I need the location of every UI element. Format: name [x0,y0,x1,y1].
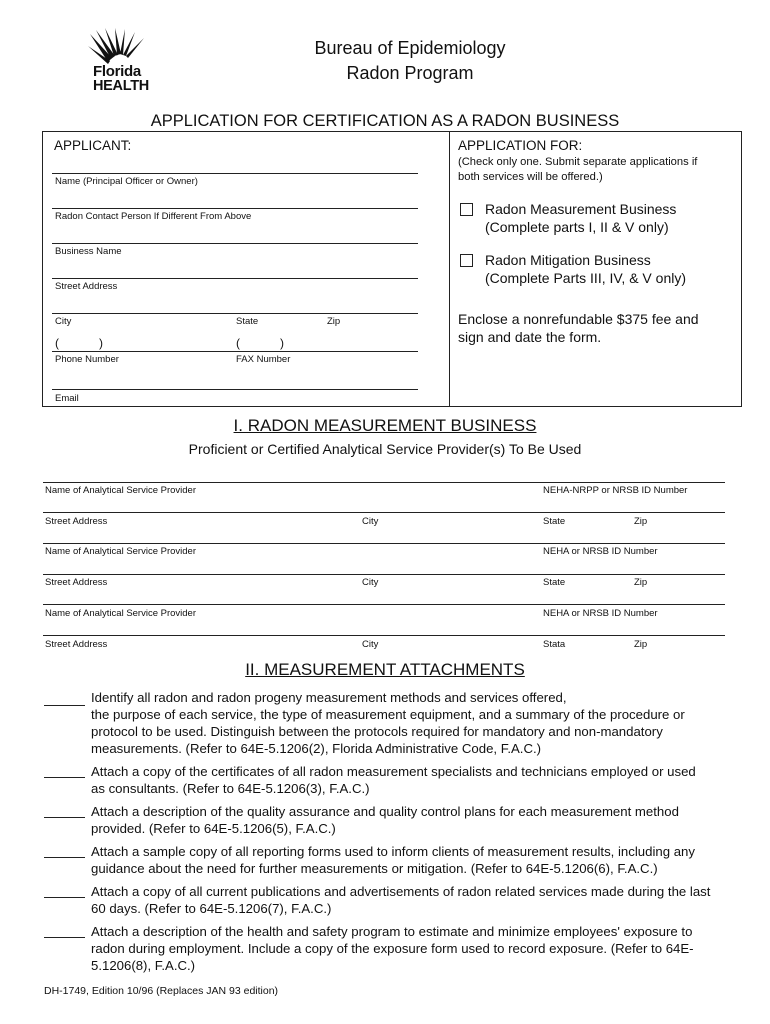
measurement-business-parts: (Complete parts I, II & V only) [485,219,669,235]
florida-health-logo [88,28,152,94]
measurement-business-label: Radon Measurement Business [485,201,677,217]
mitigation-business-parts: (Complete Parts III, IV, & V only) [485,270,687,286]
application-for-note-1: (Check only one. Submit separate applications if [458,156,698,168]
provider3-name-label: Name of Analytical Service Provider [45,608,197,619]
provider2-name-field[interactable] [43,543,725,544]
program-title: Radon Program [346,63,474,83]
mitigation-business-checkbox[interactable] [460,254,473,267]
logo-word-florida: Florida [93,63,141,80]
section1-subtitle: Proficient or Certified Analytical Service Provider(s) To Be Used [188,441,582,457]
state-label: State [236,316,259,327]
provider2-id-label: NEHA or NRSB ID Number [543,546,658,557]
provider2-street-label: Street Address [45,577,108,588]
page-title: APPLICATION FOR CERTIFICATION AS A RADON BUSINESS [150,112,620,130]
attachment2-check-blank[interactable] [44,777,85,778]
fax-label: FAX Number [236,354,291,365]
email-field[interactable] [52,389,418,390]
city-label: City [55,316,72,327]
zip-label: Zip [327,316,341,327]
provider1-id-label: NEHA-NRPP or NRSB ID Number [543,485,688,496]
provider1-name-field[interactable] [43,482,725,483]
business-label: Business Name [55,246,122,257]
provider3-city-label: City [362,639,379,650]
attachment6-line1: Attach a description of the health and safety program to estimate and minimize employees' exposure to [91,924,693,939]
attachment6-line3: 5.1206(8), F.A.C.) [91,958,196,973]
provider1-address-field[interactable] [43,512,725,513]
attachment4-line1: Attach a sample copy of all reporting forms used to inform clients of measurement results, including any [91,844,695,859]
applicant-heading: APPLICANT: [54,138,132,153]
provider2-state-label: State [543,577,566,588]
provider2-zip-label: Zip [634,577,648,588]
attachment6-line2: radon during employment. Include a copy of the exposure form used to record exposure. (Refer to 64E- [91,941,694,956]
attachment3-line1: Attach a description of the quality assurance and quality control plans for each measurement method [91,804,679,819]
city-state-zip-field[interactable] [52,313,418,314]
form-number-footer: DH-1749, Edition 10/96 (Replaces JAN 93 edition) [44,985,279,997]
attachment2-line2: as consultants. (Refer to 64E-5.1206(3), F.A.C.) [91,781,370,796]
attachment2-line1: Attach a copy of the certificates of all radon measurement specialists and technicians employed or used [91,764,696,779]
logo-word-health: HEALTH [93,78,149,94]
attachment1-check-blank[interactable] [44,705,85,706]
provider3-street-label: Street Address [45,639,108,650]
provider1-state-label: State [543,516,566,527]
phone-label: Phone Number [55,354,119,365]
attachment5-line1: Attach a copy of all current publications and advertisements of radon related services made during the last [91,884,711,899]
provider1-street-label: Street Address [45,516,108,527]
business-field[interactable] [52,243,418,244]
phone-paren: ( ) [55,336,103,350]
provider3-zip-label: Zip [634,639,648,650]
provider2-name-label: Name of Analytical Service Provider [45,546,197,557]
name-label: Name (Principal Officer or Owner) [55,176,198,187]
section2-title: II. MEASUREMENT ATTACHMENTS [245,660,525,679]
provider3-name-field[interactable] [43,604,725,605]
attachment1-line4: measurements. (Refer to 64E-5.1206(2), Florida Administrative Code, F.A.C.) [91,741,542,756]
sunburst-icon [88,28,148,64]
provider2-address-field[interactable] [43,574,725,575]
section1-title: I. RADON MEASUREMENT BUSINESS [233,416,537,435]
provider1-city-label: City [362,516,379,527]
application-for-note-2: both services will be offered.) [458,171,603,183]
applicant-divider [449,131,450,407]
attachment1-line1: Identify all radon and radon progeny measurement methods and services offered, [91,690,567,705]
application-for-heading: APPLICATION FOR: [458,138,583,153]
provider3-id-label: NEHA or NRSB ID Number [543,608,658,619]
name-field[interactable] [52,173,418,174]
attachment1-line2: the purpose of each service, the type of measurement equipment, and a summary of the procedure or [91,707,685,722]
phone-fax-field[interactable] [52,351,418,352]
provider1-name-label: Name of Analytical Service Provider [45,485,197,496]
attachment5-line2: 60 days. (Refer to 64E-5.1206(7), F.A.C.) [91,901,332,916]
provider3-address-field[interactable] [43,635,725,636]
attachment3-check-blank[interactable] [44,817,85,818]
street-label: Street Address [55,281,118,292]
mitigation-business-label: Radon Mitigation Business [485,252,651,268]
measurement-business-checkbox[interactable] [460,203,473,216]
contact-label: Radon Contact Person If Different From Above [55,211,252,222]
fee-text-1: Enclose a nonrefundable $375 fee and [458,311,699,327]
provider3-state-label: Stata [543,639,566,650]
email-label: Email [55,393,79,404]
attachment1-line3: protocol to be used. Distinguish between the protocols required for mandatory and non-mandatory [91,724,663,739]
attachment5-check-blank[interactable] [44,897,85,898]
attachment3-line2: provided. (Refer to 64E-5.1206(5), F.A.C.) [91,821,336,836]
attachment4-line2: guidance about the need for further measurements or mitigation. (Refer to 64E-5.1206(6), F.A.C.) [91,861,658,876]
contact-field[interactable] [52,208,418,209]
attachment4-check-blank[interactable] [44,857,85,858]
fee-text-2: sign and date the form. [458,329,602,345]
street-field[interactable] [52,278,418,279]
provider2-city-label: City [362,577,379,588]
fax-paren: ( ) [236,336,284,350]
attachment6-check-blank[interactable] [44,937,85,938]
provider1-zip-label: Zip [634,516,648,527]
bureau-title: Bureau of Epidemiology [314,38,506,58]
